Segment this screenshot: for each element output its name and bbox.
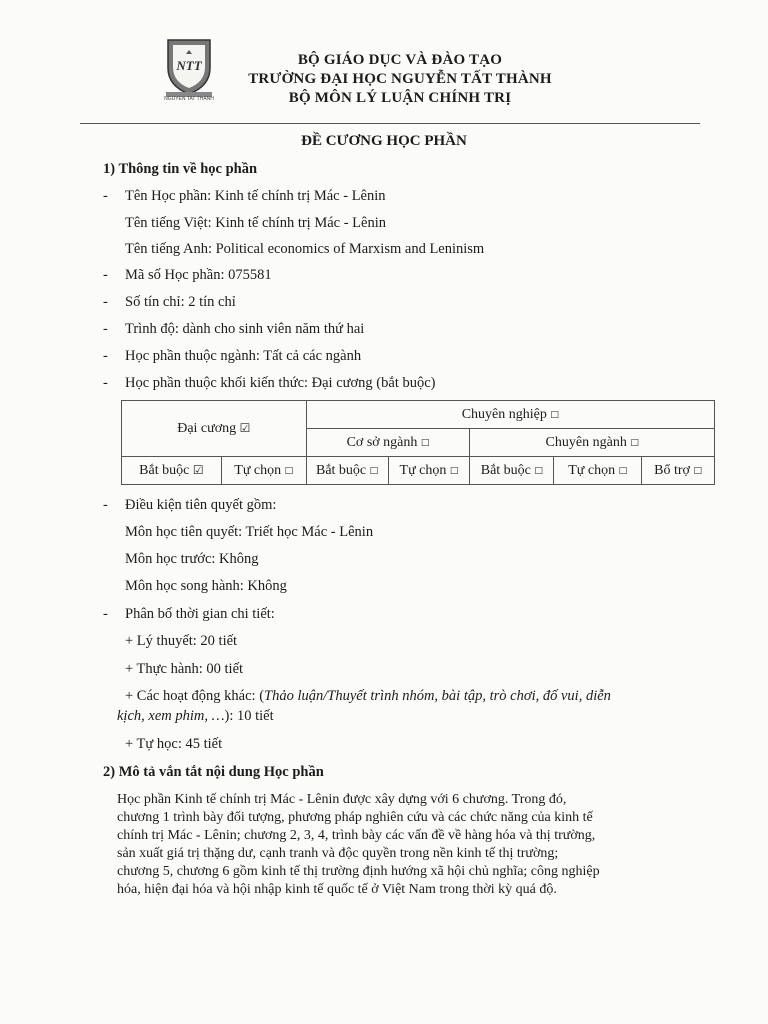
specialized-label: Chuyên ngành	[545, 434, 627, 450]
cell-label: Tự chọn	[234, 462, 282, 478]
logo-text: NTT	[176, 58, 202, 73]
time-allocation-title: Phân bố thời gian chi tiết:	[125, 606, 275, 622]
checked-box-icon: ☑	[239, 420, 251, 435]
other-activities	[125, 688, 611, 705]
cell-label: Tự chọn	[568, 462, 616, 478]
cell-label: Tự chọn	[399, 462, 447, 478]
unchecked-box-icon: □	[630, 437, 639, 448]
other-activities-suffix: ): 10 tiết	[224, 708, 274, 724]
bullet-dash: -	[103, 497, 108, 513]
course-description	[117, 791, 697, 899]
level: Trình độ: dành cho sinh viên năm thứ hai	[125, 321, 365, 337]
description-line: sản xuất giá trị thặng dư, cạnh tranh và độc quyền trong nền kinh tế thị trường;	[117, 846, 559, 861]
cell-label: Bắt buộc	[480, 462, 531, 478]
cell-label: Bắt buộc	[315, 462, 367, 478]
self-study-hours: + Tự học: 45 tiết	[125, 736, 223, 752]
section-1-heading: 1) Thông tin về học phần	[103, 161, 258, 177]
professional-header	[306, 401, 714, 429]
table-cell	[554, 457, 642, 485]
unchecked-box-icon: □	[693, 465, 702, 476]
practice-hours: + Thực hành: 00 tiết	[125, 661, 244, 677]
unchecked-box-icon: □	[284, 465, 294, 476]
other-activities-prefix: + Các hoạt động khác: (	[125, 688, 265, 704]
english-name: Tên tiếng Anh: Political economics of Marxism and Leninism	[125, 241, 485, 257]
checked-box-icon: ☑	[192, 462, 204, 477]
bullet-dash: -	[103, 606, 108, 622]
prerequisite-course: Môn học tiên quyết: Triết học Mác - Lênin	[125, 524, 374, 540]
document-title: ĐỀ CƯƠNG HỌC PHẦN	[301, 133, 467, 149]
bullet-dash: -	[103, 188, 108, 204]
other-activities-detail-2: kịch, xem phim, …	[117, 708, 225, 724]
basic-major-header	[306, 429, 470, 457]
university-name: TRƯỜNG ĐẠI HỌC NGUYỄN TẤT THÀNH	[248, 71, 552, 87]
basic-major-label: Cơ sở ngành	[346, 434, 418, 450]
prerequisite-title: Điều kiện tiên quyết gồm:	[125, 497, 277, 513]
specialized-header	[470, 429, 715, 457]
unchecked-box-icon: □	[534, 465, 543, 476]
table-cell	[221, 457, 306, 485]
table-cell	[388, 457, 470, 485]
cell-label: Bắt buộc	[139, 462, 190, 478]
table-cell	[470, 457, 554, 485]
bullet-dash: -	[103, 375, 108, 391]
credits: Số tín chỉ: 2 tín chỉ	[125, 294, 236, 310]
table-cell	[122, 457, 222, 485]
other-activities-detail: Thảo luận/Thuyết trình nhóm, bài tập, trò chơi, đố vui, diễn	[264, 688, 611, 704]
logo-caption: NGUYEN TAT THANH	[164, 96, 214, 102]
theory-hours: + Lý thuyết: 20 tiết	[125, 633, 238, 649]
course-name: Tên Học phần: Kinh tế chính trị Mác - Lênin	[125, 188, 386, 204]
parallel-course: Môn học song hành: Không	[125, 578, 287, 594]
unchecked-box-icon: □	[550, 409, 559, 420]
table-cell	[642, 457, 715, 485]
major: Học phần thuộc ngành: Tất cả các ngành	[125, 348, 362, 364]
vietnamese-name: Tên tiếng Việt: Kinh tế chính trị Mác - Lênin	[125, 215, 386, 231]
cell-label: Bổ trợ	[654, 462, 690, 478]
bullet-dash: -	[103, 267, 108, 283]
description-line: hóa, hiện đại hóa và hội nhập kinh tế quốc tế ở Việt Nam trong thời kỳ quá độ.	[117, 882, 557, 897]
other-activities-cont	[117, 708, 274, 725]
unchecked-box-icon: □	[420, 437, 430, 448]
description-line: Học phần Kinh tế chính trị Mác - Lênin được xây dựng với 6 chương. Trong đó,	[117, 792, 567, 807]
bullet-dash: -	[103, 294, 108, 310]
unchecked-box-icon: □	[618, 465, 628, 476]
knowledge-block: Học phần thuộc khối kiến thức: Đại cương (bắt buộc)	[125, 375, 436, 391]
header-divider	[80, 123, 700, 124]
course-code: Mã số Học phần: 075581	[125, 267, 272, 283]
section-2-heading: 2) Mô tả vắn tắt nội dung Học phần	[103, 764, 324, 780]
ministry-name: BỘ GIÁO DỤC VÀ ĐÀO TẠO	[297, 52, 503, 68]
unchecked-box-icon: □	[449, 465, 459, 476]
professional-label: Chuyên nghiệp	[461, 406, 547, 422]
description-line: chương 5, chương 6 gồm kinh tế thị trường định hướng xã hội chủ nghĩa; công nghiệp	[117, 864, 600, 879]
unchecked-box-icon: □	[369, 465, 379, 476]
department-name: BỘ MÔN LÝ LUẬN CHÍNH TRỊ	[288, 90, 512, 106]
general-header	[122, 401, 307, 457]
bullet-dash: -	[103, 348, 108, 364]
bullet-dash: -	[103, 321, 108, 337]
description-line: chính trị Mác - Lênin; chương 2, 3, 4, trình bày các vấn đề về hàng hóa và thị trường,	[117, 828, 596, 843]
description-line: chương 1 trình bày đối tượng, phương pháp nghiên cứu và các chức năng của kinh tế	[117, 810, 593, 825]
table-cell	[306, 457, 388, 485]
general-label: Đại cương	[177, 420, 237, 436]
previous-course: Môn học trước: Không	[125, 551, 259, 567]
knowledge-table	[121, 400, 715, 485]
